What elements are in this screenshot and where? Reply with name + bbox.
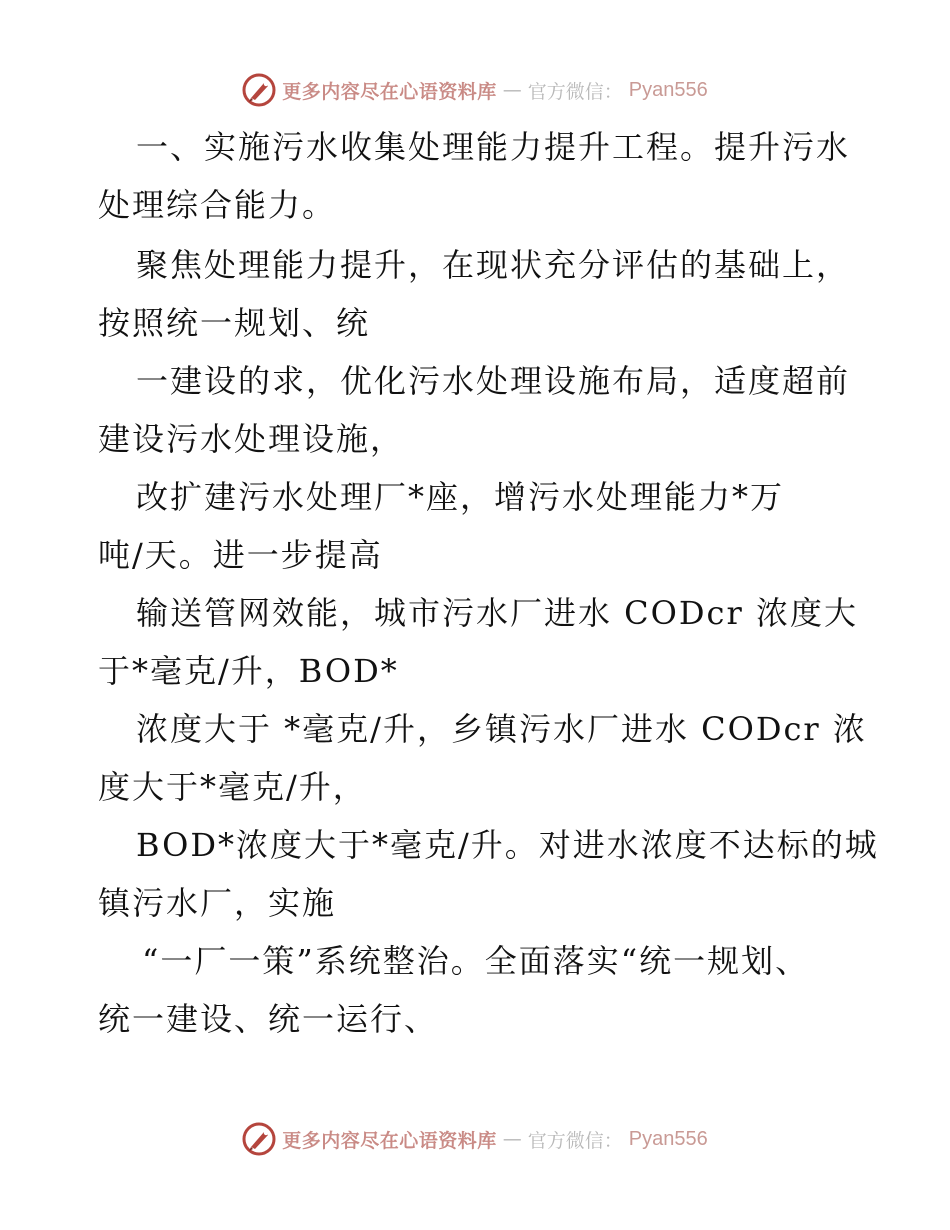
text-line: 于*毫克/升，BOD*: [98, 652, 399, 690]
text-line: 输送管网效能，城市污水厂进水 CODcr 浓度大: [136, 594, 858, 632]
text-line: 聚焦处理能力提升，在现状充分评估的基础上，: [136, 246, 851, 284]
watermark-brand: 更多内容尽在心语资料库: [282, 80, 497, 103]
text-line: 度大于*毫克/升，: [98, 768, 367, 806]
pen-logo-icon: [242, 73, 276, 107]
text-line: 一建设的求，优化污水处理设施布局，适度超前: [136, 362, 851, 400]
text-line: “一厂一策”系统整治。全面落实“统一规划、: [142, 942, 810, 980]
watermark-wechat-id: Pyan556: [628, 78, 708, 101]
watermark-wechat-label: 官方微信：: [527, 1129, 623, 1152]
watermark-separator: —: [502, 1128, 522, 1150]
text-line: 处理综合能力。: [98, 186, 337, 224]
text-line: 统一建设、统一运行、: [98, 1000, 439, 1038]
watermark-wechat-label: 官方微信：: [527, 80, 623, 103]
text-line: 按照统一规划、统: [98, 304, 371, 342]
watermark-separator: —: [502, 79, 522, 101]
header-watermark: [0, 72, 950, 108]
text-line: 吨/天。进一步提高: [98, 536, 383, 574]
text-line: 浓度大于 *毫克/升，乡镇污水厂进水 CODcr 浓: [136, 710, 867, 748]
text-line: 一、实施污水收集处理能力提升工程。提升污水: [136, 128, 851, 166]
pen-logo-icon: [242, 1122, 276, 1156]
text-line: BOD*浓度大于*毫克/升。对进水浓度不达标的城: [136, 826, 879, 864]
text-line: 建设污水处理设施，: [98, 420, 405, 458]
watermark-brand: 更多内容尽在心语资料库: [282, 1129, 497, 1152]
watermark-wechat-id: Pyan556: [628, 1127, 708, 1150]
text-line: 改扩建污水处理厂*座，增污水处理能力*万: [136, 478, 785, 516]
text-line: 镇污水厂，实施: [98, 884, 337, 922]
footer-watermark: [0, 1121, 950, 1157]
